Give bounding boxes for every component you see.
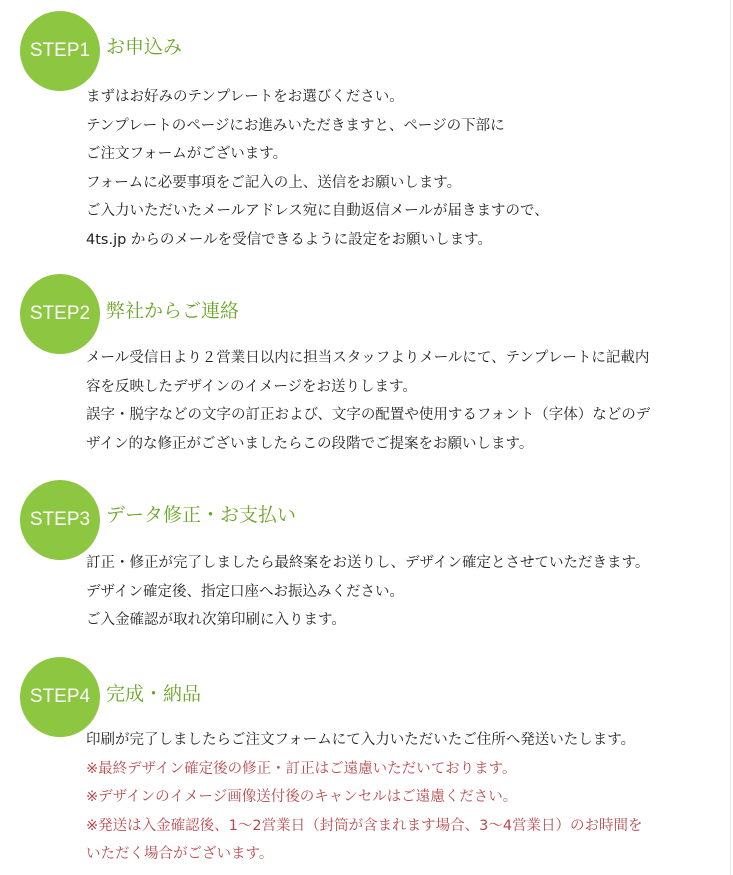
step-2-line: ザイン的な修正がございましたらこの段階でご提案をお願いします。 [86,435,534,452]
step-1-line: まずはお好みのテンプレートをお選びください。 [86,89,404,105]
right-edge-divider [730,0,731,875]
step-3-description [86,549,726,635]
step-3-line: ご入金確認が取れ次第印刷に入ります。 [86,612,346,629]
step-2-badge: STEP2 [20,274,100,354]
step-4-note: ※発送は入金確認後、1〜2営業日（封筒が含まれます場合、3〜4営業日）のお時間を [86,817,643,834]
step-3-line: デザイン確定後、指定口座へお振込みください。 [86,583,404,600]
step-2-line: メール受信日より２営業日以内に担当スタッフよりメールにて、テンプレートに記載内 [86,350,650,366]
step-1-line: 4ts.jp からのメールを受信できるように設定をお願いします。 [86,231,492,248]
step-1-line: ご入力いただいたメールアドレス宛に自動返信メールが届きますので、 [86,203,549,220]
step-4-title: 完成・納品 [106,683,202,705]
step-4-note: いただく場合がございます。 [86,846,274,863]
step-3-badge: STEP3 [20,480,100,560]
step-1-line: テンプレートのページにお進みいただきますと、ページの下部に [86,117,505,134]
step-4-description [86,726,726,869]
step-1-line: フォームに必要事項をご記入の上、送信をお願いします。 [86,174,462,191]
step-1-line: ご注文フォームがございます。 [86,146,288,163]
step-4-note: ※デザインのイメージ画像送付後のキャンセルはご遠慮ください。 [86,789,518,806]
step-1-description [86,83,726,255]
step-3-title: データ修正・お支払い [106,504,297,526]
step-2-title: 弊社からご連絡 [106,300,240,322]
step-3-line: 訂正・修正が完了しましたら最終案をお送りし、デザイン確定とさせていただきます。 [86,555,650,571]
step-4-note: ※最終デザイン確定後の修正・訂正はご遠慮いただいております。 [86,760,517,777]
step-2-line: 容を反映したデザインのイメージをお送りします。 [86,378,417,395]
step-2-line: 誤字・脱字などの文字の訂正および、文字の配置や使用するフォント（字体）などのデ [86,407,651,424]
step-4-line: 印刷が完了しましたらご注文フォームにて入力いただいたご住所へ発送いたします。 [86,732,636,748]
step-1-title: お申込み [106,36,183,58]
step-4-badge: STEP4 [20,657,100,737]
step-2-description [86,344,726,458]
step-1-badge: STEP1 [20,11,100,91]
